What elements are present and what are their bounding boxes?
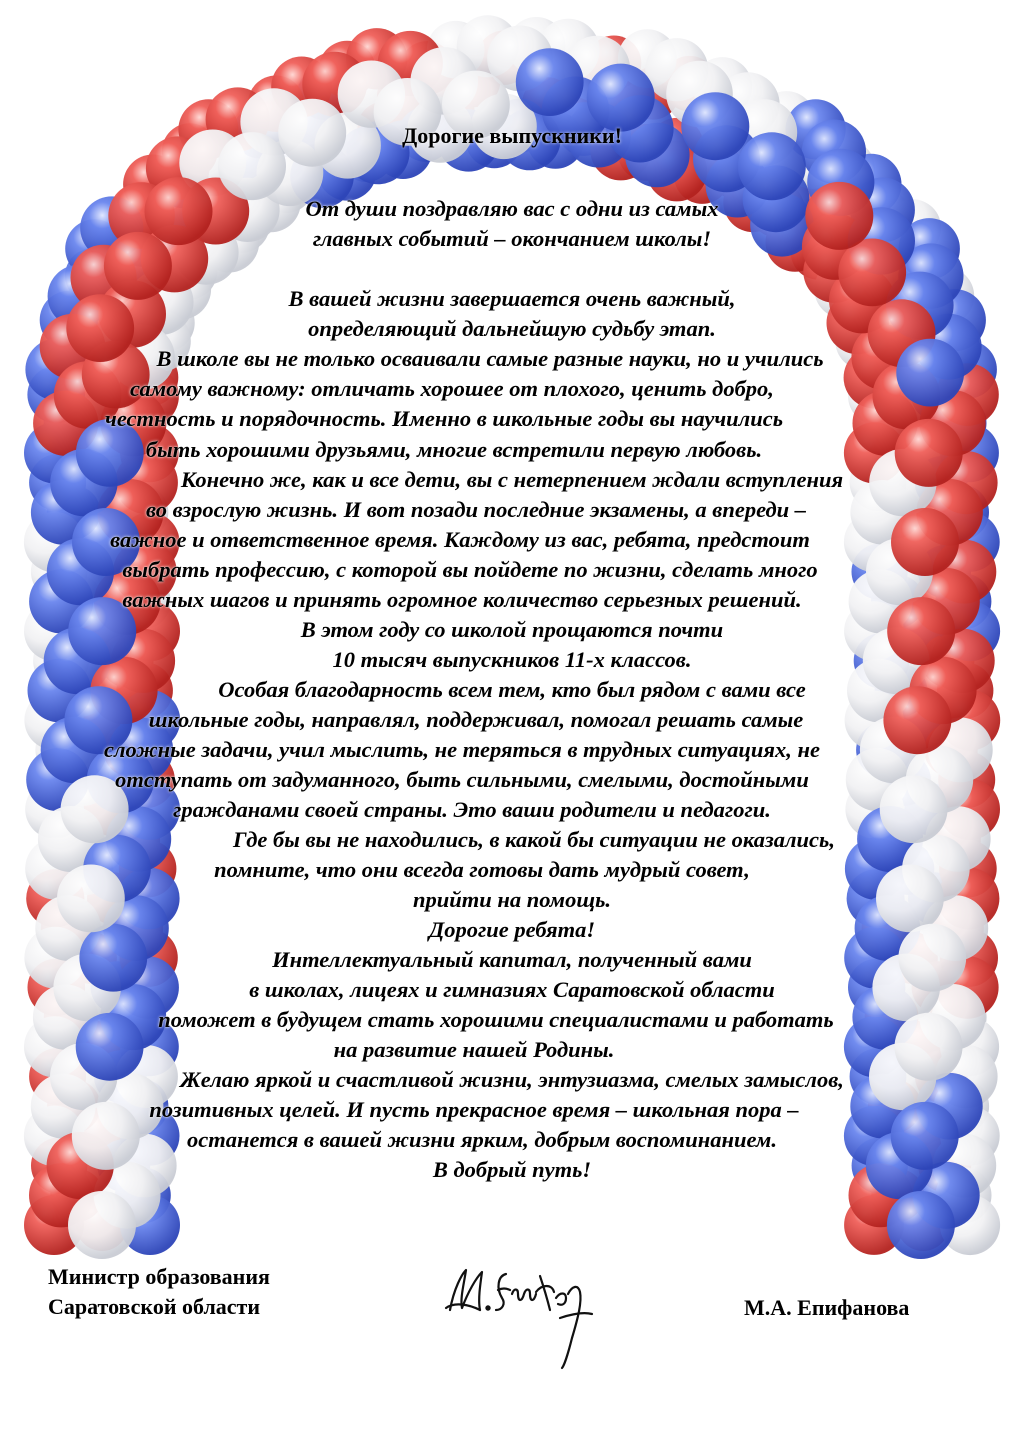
- balloon: [516, 48, 584, 116]
- letter-line: От души поздравляю вас с одни из самых: [305, 196, 719, 221]
- letter-line: определяющий дальнейшую судьбу этап.: [308, 316, 716, 341]
- signatory-position-line: Саратовской области: [48, 1294, 261, 1319]
- letter-line: поможет в будущем стать хорошими специалистами и работать: [158, 1007, 834, 1032]
- balloon: [68, 1191, 136, 1259]
- signatory-position-line: Министр образования: [48, 1264, 270, 1289]
- letter-line: прийти на помощь.: [412, 887, 612, 912]
- letter-line: главных событий – окончанием школы!: [312, 226, 712, 251]
- handwritten-signature: [432, 1258, 602, 1378]
- letter-line: останется в вашей жизни ярким, добрым воспоминанием.: [187, 1127, 777, 1152]
- letter-line: 10 тысяч выпускников 11-х классов.: [332, 647, 692, 672]
- balloon: [887, 1191, 955, 1259]
- letter-line: важное и ответственное время. Каждому из вас, ребята, предстоит: [110, 527, 810, 552]
- letter-line: сложные задачи, учил мыслить, не теряться в трудных ситуациях, не: [104, 737, 820, 762]
- letter-line: самому важному: отличать хорошее от плохого, ценить добро,: [130, 376, 774, 401]
- letter-line: на развитие нашей Родины.: [333, 1037, 615, 1062]
- letter-line: В этом году со школой прощаются почти: [300, 617, 724, 642]
- letter-line: во взрослую жизнь. И вот позади последние экзамены, а впереди –: [145, 497, 807, 522]
- letter-line: честность и порядочность. Именно в школьные годы вы научились: [105, 406, 783, 431]
- letter-line: Конечно же, как и все дети, вы с нетерпением ждали вступления: [180, 467, 844, 492]
- letter-line: В школе вы не только осваивали самые разные науки, но и учились: [156, 346, 824, 371]
- letter-line: Особая благодарность всем тем, кто был рядом с вами все: [218, 677, 806, 702]
- letter-line: быть хорошими друзьями, многие встретили первую любовь.: [145, 437, 763, 462]
- letter-title: Дорогие выпускники!: [402, 123, 622, 148]
- letter-line: помните, что они всегда готовы дать мудрый совет,: [214, 857, 750, 882]
- letter-line: в школах, лицеях и гимназиях Саратовской области: [249, 977, 775, 1002]
- letter-line: важных шагов и принять огромное количество серьезных решений.: [122, 587, 802, 612]
- signatory-name: М.А. Епифанова: [744, 1295, 910, 1320]
- letter-line: В вашей жизни завершается очень важный,: [288, 286, 736, 311]
- letter-line: выбрать профессию, с которой вы пойдете по жизни, сделать много: [122, 557, 818, 582]
- letter-line: гражданами своей страны. Это ваши родители и педагоги.: [173, 797, 771, 822]
- signatory-position: [48, 1262, 270, 1322]
- letter-line: позитивных целей. И пусть прекрасное время – школьная пора –: [149, 1097, 799, 1122]
- letter-line: школьные годы, направлял, поддерживал, помогал решать самые: [148, 707, 804, 732]
- letter-line: В добрый путь!: [432, 1157, 592, 1182]
- letter-line: Интеллектуальный капитал, полученный вами: [272, 947, 752, 972]
- letter-line: отступать от задуманного, быть сильными, смелыми, достойными: [115, 767, 809, 792]
- letter-line: Желаю яркой и счастливой жизни, энтузиазма, смелых замыслов,: [180, 1067, 844, 1092]
- letter-line: Дорогие ребята!: [428, 917, 596, 942]
- letter-line: Где бы вы не находились, в какой бы ситуации не оказались,: [233, 827, 835, 852]
